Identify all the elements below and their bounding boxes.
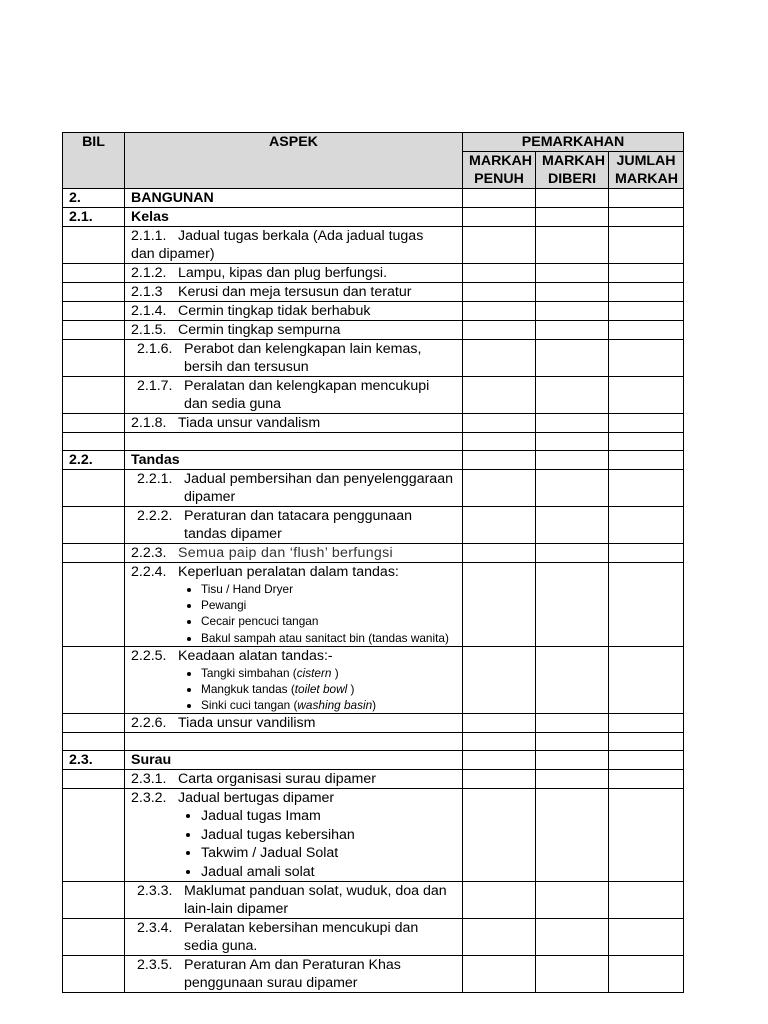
markah-penuh-cell[interactable] [463,433,536,451]
item-text: Jadual pembersihan dan penyelenggaraan dipamer [184,471,453,505]
section-row [63,751,684,770]
item-number: 2.2.6. [131,715,167,731]
item-text: Peralatan kebersihan mencukupi dan sedia guna. [184,920,419,954]
table-row [63,340,684,377]
bil-cell [63,919,125,956]
markah-diberi-cell[interactable] [536,451,609,470]
markah-penuh-cell[interactable] [463,189,536,208]
jumlah-markah-cell[interactable] [609,770,684,789]
table-row [63,507,684,544]
item-text: Semua paip dan ‘flush’ berfungsi [178,545,393,561]
jumlah-markah-cell[interactable] [609,956,684,993]
markah-diberi-cell[interactable] [536,433,609,451]
markah-penuh-cell[interactable] [463,227,536,264]
markah-diberi-cell[interactable] [536,751,609,770]
jumlah-markah-cell[interactable] [609,714,684,733]
markah-diberi-cell[interactable] [536,919,609,956]
section-number: 2. [63,189,125,208]
item-line [131,507,456,543]
markah-penuh-cell[interactable] [463,919,536,956]
markah-diberi-cell[interactable] [536,956,609,993]
item-line [131,377,456,413]
bil-cell [63,563,125,647]
jumlah-markah-cell[interactable] [609,302,684,321]
section-row [63,208,684,227]
table-row [63,919,684,956]
jumlah-markah-cell[interactable] [609,414,684,433]
header-markah-diberi: MARKAH DIBERI [536,152,609,189]
bil-cell [63,647,125,714]
jumlah-markah-cell[interactable] [609,544,684,563]
item-text: Peraturan Am dan Peraturan Khas penggunaan surau dipamer [184,957,401,991]
markah-penuh-cell[interactable] [463,770,536,789]
markah-penuh-cell[interactable] [463,340,536,377]
aspek-cell [125,770,463,789]
item-text: Tiada unsur vandilism [178,715,316,731]
item-text: Keadaan alatan tandas:- [178,648,333,664]
jumlah-markah-cell[interactable] [609,283,684,302]
markah-diberi-cell[interactable] [536,544,609,563]
table-row [63,647,684,714]
markah-penuh-cell[interactable] [463,321,536,340]
list-item: • Mangkuk tandas (toilet bowl ) [201,681,456,697]
item-number: 2.2.2. [137,508,173,524]
list-item: • Tisu / Hand Dryer [201,581,456,597]
header-bil: BIL [63,133,125,189]
item-text: Jadual bertugas dipamer [178,790,335,806]
jumlah-markah-cell[interactable] [609,733,684,751]
bil-cell [63,264,125,283]
markah-diberi-cell[interactable] [536,340,609,377]
bullet-list [131,665,456,713]
bil-cell [63,321,125,340]
item-number: 2.3.4. [137,920,173,936]
item-text-continued: dan dipamer) [131,246,215,262]
item-text: Tiada unsur vandalism [178,415,321,431]
jumlah-markah-cell[interactable] [609,789,684,882]
header-row [63,133,684,152]
section-row [63,189,684,208]
table-row [63,227,684,264]
bil-cell [63,227,125,264]
item-line [131,956,456,992]
list-item: • Jadual amali solat [201,863,456,882]
aspek-cell [125,340,463,377]
markah-penuh-cell[interactable] [463,544,536,563]
item-line [131,919,456,955]
item-number: 2.2.3. [131,545,167,561]
item-text: Carta organisasi surau dipamer [178,771,376,787]
item-number: 2.3.2. [131,790,167,806]
markah-diberi-cell[interactable] [536,647,609,714]
aspek-cell [125,507,463,544]
jumlah-markah-cell[interactable] [609,189,684,208]
bil-cell [63,377,125,414]
header-markah-penuh: MARKAH PENUH [463,152,536,189]
bil-cell [63,283,125,302]
item-number: 2.2.4. [131,564,167,580]
table-row [63,377,684,414]
section-title: Tandas [125,451,463,470]
item-text: Peraturan dan tatacara penggunaan tandas dipamer [184,508,412,542]
bil-cell [63,433,125,451]
bullet-list [131,807,456,881]
aspek-cell [125,377,463,414]
list-item: • Tangki simbahan (cistern ) [201,665,456,681]
markah-diberi-cell[interactable] [536,789,609,882]
table-row [63,882,684,919]
aspek-cell [125,647,463,714]
list-item: • Jadual tugas Imam [201,807,456,826]
item-number: 2.2.1. [137,471,173,487]
item-text: Keperluan peralatan dalam tandas: [178,564,399,580]
bil-cell [63,544,125,563]
aspek-cell [125,264,463,283]
section-title: BANGUNAN [125,189,463,208]
markah-diberi-cell[interactable] [536,470,609,507]
item-text: Peralatan dan kelengkapan mencukupi dan sedia guna [184,378,430,412]
markah-diberi-cell[interactable] [536,321,609,340]
item-text: Cermin tingkap tidak berhabuk [178,303,371,319]
item-number: 2.3.1. [131,771,167,787]
bil-cell [63,733,125,751]
blank-row [63,733,684,751]
item-number: 2.1.4. [131,303,167,319]
item-text: Kerusi dan meja tersusun dan teratur [178,284,412,300]
table-row [63,414,684,433]
table-row [63,563,684,647]
jumlah-markah-cell[interactable] [609,321,684,340]
markah-penuh-cell[interactable] [463,283,536,302]
markah-diberi-cell[interactable] [536,264,609,283]
markah-penuh-cell[interactable] [463,264,536,283]
markah-penuh-cell[interactable] [463,647,536,714]
item-number: 2.1.2. [131,265,167,281]
markah-penuh-cell[interactable] [463,507,536,544]
bil-cell [63,789,125,882]
jumlah-markah-cell[interactable] [609,751,684,770]
item-text: Lampu, kipas dan plug berfungsi. [178,265,388,281]
section-number: 2.1. [63,208,125,227]
aspek-cell [125,302,463,321]
jumlah-markah-cell[interactable] [609,227,684,264]
aspek-cell [125,321,463,340]
section-row [63,451,684,470]
markah-penuh-cell[interactable] [463,751,536,770]
item-text: Perabot dan kelengkapan lain kemas, bersih dan tersusun [184,341,422,375]
table-row [63,956,684,993]
markah-penuh-cell[interactable] [463,377,536,414]
markah-diberi-cell[interactable] [536,770,609,789]
item-text: Maklumat panduan solat, wuduk, doa dan lain-lain dipamer [184,883,447,917]
markah-penuh-cell[interactable] [463,882,536,919]
aspek-cell [125,283,463,302]
list-item: • Bakul sampah atau sanitact bin (tandas wanita) [201,629,456,646]
jumlah-markah-cell[interactable] [609,208,684,227]
table-row [63,714,684,733]
jumlah-markah-cell[interactable] [609,264,684,283]
aspek-cell [125,733,463,751]
bil-cell [63,714,125,733]
table-row [63,789,684,882]
item-number: 2.1.3 [131,284,163,300]
bil-cell [63,770,125,789]
item-number: 2.1.1. [131,228,167,244]
markah-diberi-cell[interactable] [536,189,609,208]
markah-diberi-cell[interactable] [536,714,609,733]
markah-penuh-cell[interactable] [463,733,536,751]
table-row [63,321,684,340]
markah-penuh-cell[interactable] [463,789,536,882]
aspek-cell [125,789,463,882]
jumlah-markah-cell[interactable] [609,433,684,451]
markah-diberi-cell[interactable] [536,302,609,321]
table-row [63,470,684,507]
jumlah-markah-cell[interactable] [609,882,684,919]
aspek-cell [125,882,463,919]
table-row [63,544,684,563]
markah-diberi-cell[interactable] [536,208,609,227]
item-number: 2.3.3. [137,883,173,899]
markah-penuh-cell[interactable] [463,470,536,507]
jumlah-markah-cell[interactable] [609,377,684,414]
table-row [63,770,684,789]
aspek-cell [125,414,463,433]
item-number: 2.2.5. [131,648,167,664]
jumlah-markah-cell[interactable] [609,507,684,544]
item-line [131,340,456,376]
jumlah-markah-cell[interactable] [609,451,684,470]
section-number: 2.3. [63,751,125,770]
markah-penuh-cell[interactable] [463,208,536,227]
markah-diberi-cell[interactable] [536,283,609,302]
header-jumlah-markah: JUMLAH MARKAH [609,152,684,189]
section-title: Surau [125,751,463,770]
aspek-cell [125,956,463,993]
markah-diberi-cell[interactable] [536,733,609,751]
item-text: Cermin tingkap sempurna [178,322,341,338]
list-item: • Cecair pencuci tangan [201,613,456,629]
markah-diberi-cell[interactable] [536,414,609,433]
markah-diberi-cell[interactable] [536,377,609,414]
markah-penuh-cell[interactable] [463,714,536,733]
section-title: Kelas [125,208,463,227]
bil-cell [63,414,125,433]
bil-cell [63,507,125,544]
markah-penuh-cell[interactable] [463,956,536,993]
markah-diberi-cell[interactable] [536,227,609,264]
bil-cell [63,470,125,507]
aspek-cell [125,470,463,507]
jumlah-markah-cell[interactable] [609,647,684,714]
item-number: 2.1.5. [131,322,167,338]
item-number: 2.1.8. [131,415,167,431]
evaluation-form-table [62,132,684,993]
jumlah-markah-cell[interactable] [609,919,684,956]
list-item: • Sinki cuci tangan (washing basin) [201,697,456,713]
bullet-list [131,581,456,646]
markah-penuh-cell[interactable] [463,563,536,647]
item-number: 2.1.6. [137,341,173,357]
item-number: 2.1.7. [137,378,173,394]
markah-penuh-cell[interactable] [463,451,536,470]
bil-cell [63,302,125,321]
blank-row [63,433,684,451]
header-aspek: ASPEK [125,133,463,189]
aspek-cell [125,714,463,733]
list-item: • Pewangi [201,597,456,613]
table-row [63,302,684,321]
markah-diberi-cell[interactable] [536,563,609,647]
item-line [131,470,456,506]
markah-penuh-cell[interactable] [463,414,536,433]
aspek-cell [125,544,463,563]
jumlah-markah-cell[interactable] [609,470,684,507]
item-number: 2.3.5. [137,957,173,973]
table-row [63,264,684,283]
aspek-cell [125,563,463,647]
jumlah-markah-cell[interactable] [609,340,684,377]
list-item: • Takwim / Jadual Solat [201,844,456,863]
table-row [63,283,684,302]
markah-diberi-cell[interactable] [536,507,609,544]
header-pemarkahan: PEMARKAHAN [463,133,684,152]
aspek-cell [125,433,463,451]
item-text: Jadual tugas berkala (Ada jadual tugas [178,228,424,244]
aspek-cell [125,919,463,956]
bil-cell [63,340,125,377]
markah-penuh-cell[interactable] [463,302,536,321]
jumlah-markah-cell[interactable] [609,563,684,647]
list-item: • Jadual tugas kebersihan [201,826,456,845]
aspek-cell [125,227,463,264]
bil-cell [63,882,125,919]
section-number: 2.2. [63,451,125,470]
item-line [131,882,456,918]
markah-diberi-cell[interactable] [536,882,609,919]
bil-cell [63,956,125,993]
